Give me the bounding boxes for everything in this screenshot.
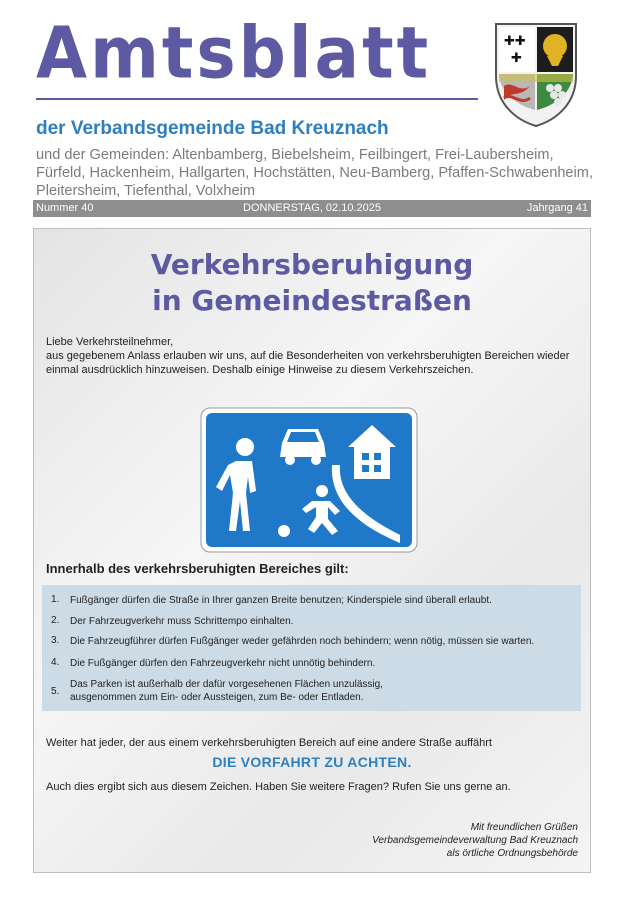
rule-number: 5.	[51, 686, 60, 697]
signoff-organization: Verbandsgemeindeverwaltung Bad Kreuznach	[372, 835, 578, 846]
signoff-greeting: Mit freundlichen Grüßen	[470, 822, 578, 833]
rules-list	[42, 585, 581, 711]
rule-text: Der Fahrzeugverkehr muss Schrittempo einhalten.	[70, 616, 294, 627]
intro-text: aus gegebenem Anlass erlauben wir uns, auf die Besonderheiten von verkehrsberuhigten Bereichen wieder einmal ausdrücklich hinzuweisen. Deshalb einige Hinweise zu diesem Verkehrszeichen.	[46, 350, 570, 376]
volume-number: Jahrgang 41	[526, 202, 588, 214]
rule-text: Fußgänger dürfen die Straße in Ihrer ganzen Breite benutzen; Kinderspiele sind überall erlaubt.	[70, 595, 492, 606]
coat-of-arms-icon	[490, 20, 582, 128]
signoff-authority: als örtliche Ordnungsbehörde	[446, 848, 578, 859]
svg-text:✚✚: ✚✚	[504, 34, 526, 49]
issue-info-bar	[33, 200, 591, 217]
issue-number: Nummer 40	[36, 202, 94, 214]
rule-number: 1.	[51, 594, 60, 605]
priority-note: Weiter hat jeder, der aus einem verkehrsberuhigten Bereich auf eine andere Straße auffährt	[46, 737, 492, 749]
masthead-title: Amtsblatt	[36, 11, 432, 95]
rule-number: 2.	[51, 615, 60, 626]
article-panel	[33, 228, 591, 873]
issue-date: DONNERSTAG, 02.10.2025	[243, 202, 381, 214]
rule-text: Die Fußgänger dürfen den Fahrzeugverkehr nicht unnötig behindern.	[70, 658, 376, 669]
communities-list: und der Gemeinden: Altenbamberg, Biebelsheim, Feilbingert, Frei-Laubersheim, Fürfeld, Hackenheim, Hallgarten, Hochstätten, Neu-Bamberg, Pfaffen-Schwabenheim, Pleitersheim, Tiefenthal, Volxheim	[36, 147, 594, 199]
article-headline	[34, 247, 590, 319]
masthead-rule	[36, 98, 478, 100]
headline-line-1: Verkehrsberuhigung	[150, 248, 474, 281]
closing-text: Auch dies ergibt sich aus diesem Zeichen. Haben Sie weitere Fragen? Rufen Sie uns gerne an.	[46, 781, 511, 793]
rule-text-line-2: ausgenommen zum Ein- oder Aussteigen, zum Be- oder Entladen.	[70, 692, 364, 703]
rule-text: Die Fahrzeugführer dürfen Fußgänger weder gefährden noch behindern; wenn nötig, müssen sie warten.	[70, 636, 535, 647]
priority-callout: DIE VORFAHRT ZU ACHTEN.	[212, 754, 412, 770]
rules-heading: Innerhalb des verkehrsberuhigten Bereiches gilt:	[46, 561, 349, 576]
traffic-calmed-zone-sign-icon	[200, 407, 418, 553]
rule-number: 4.	[51, 657, 60, 668]
intro-greeting: Liebe Verkehrsteilnehmer,	[46, 336, 174, 348]
signoff	[372, 821, 578, 860]
rule-text	[70, 678, 570, 704]
svg-text:✚: ✚	[511, 51, 522, 66]
headline-line-2: in Gemeindestraßen	[152, 284, 472, 317]
rule-number: 3.	[51, 635, 60, 646]
rule-text-line-1: Das Parken ist außerhalb der dafür vorgesehenen Flächen unzulässig,	[70, 679, 383, 690]
article-intro	[46, 335, 581, 377]
masthead-subtitle: der Verbandsgemeinde Bad Kreuznach	[36, 118, 389, 139]
